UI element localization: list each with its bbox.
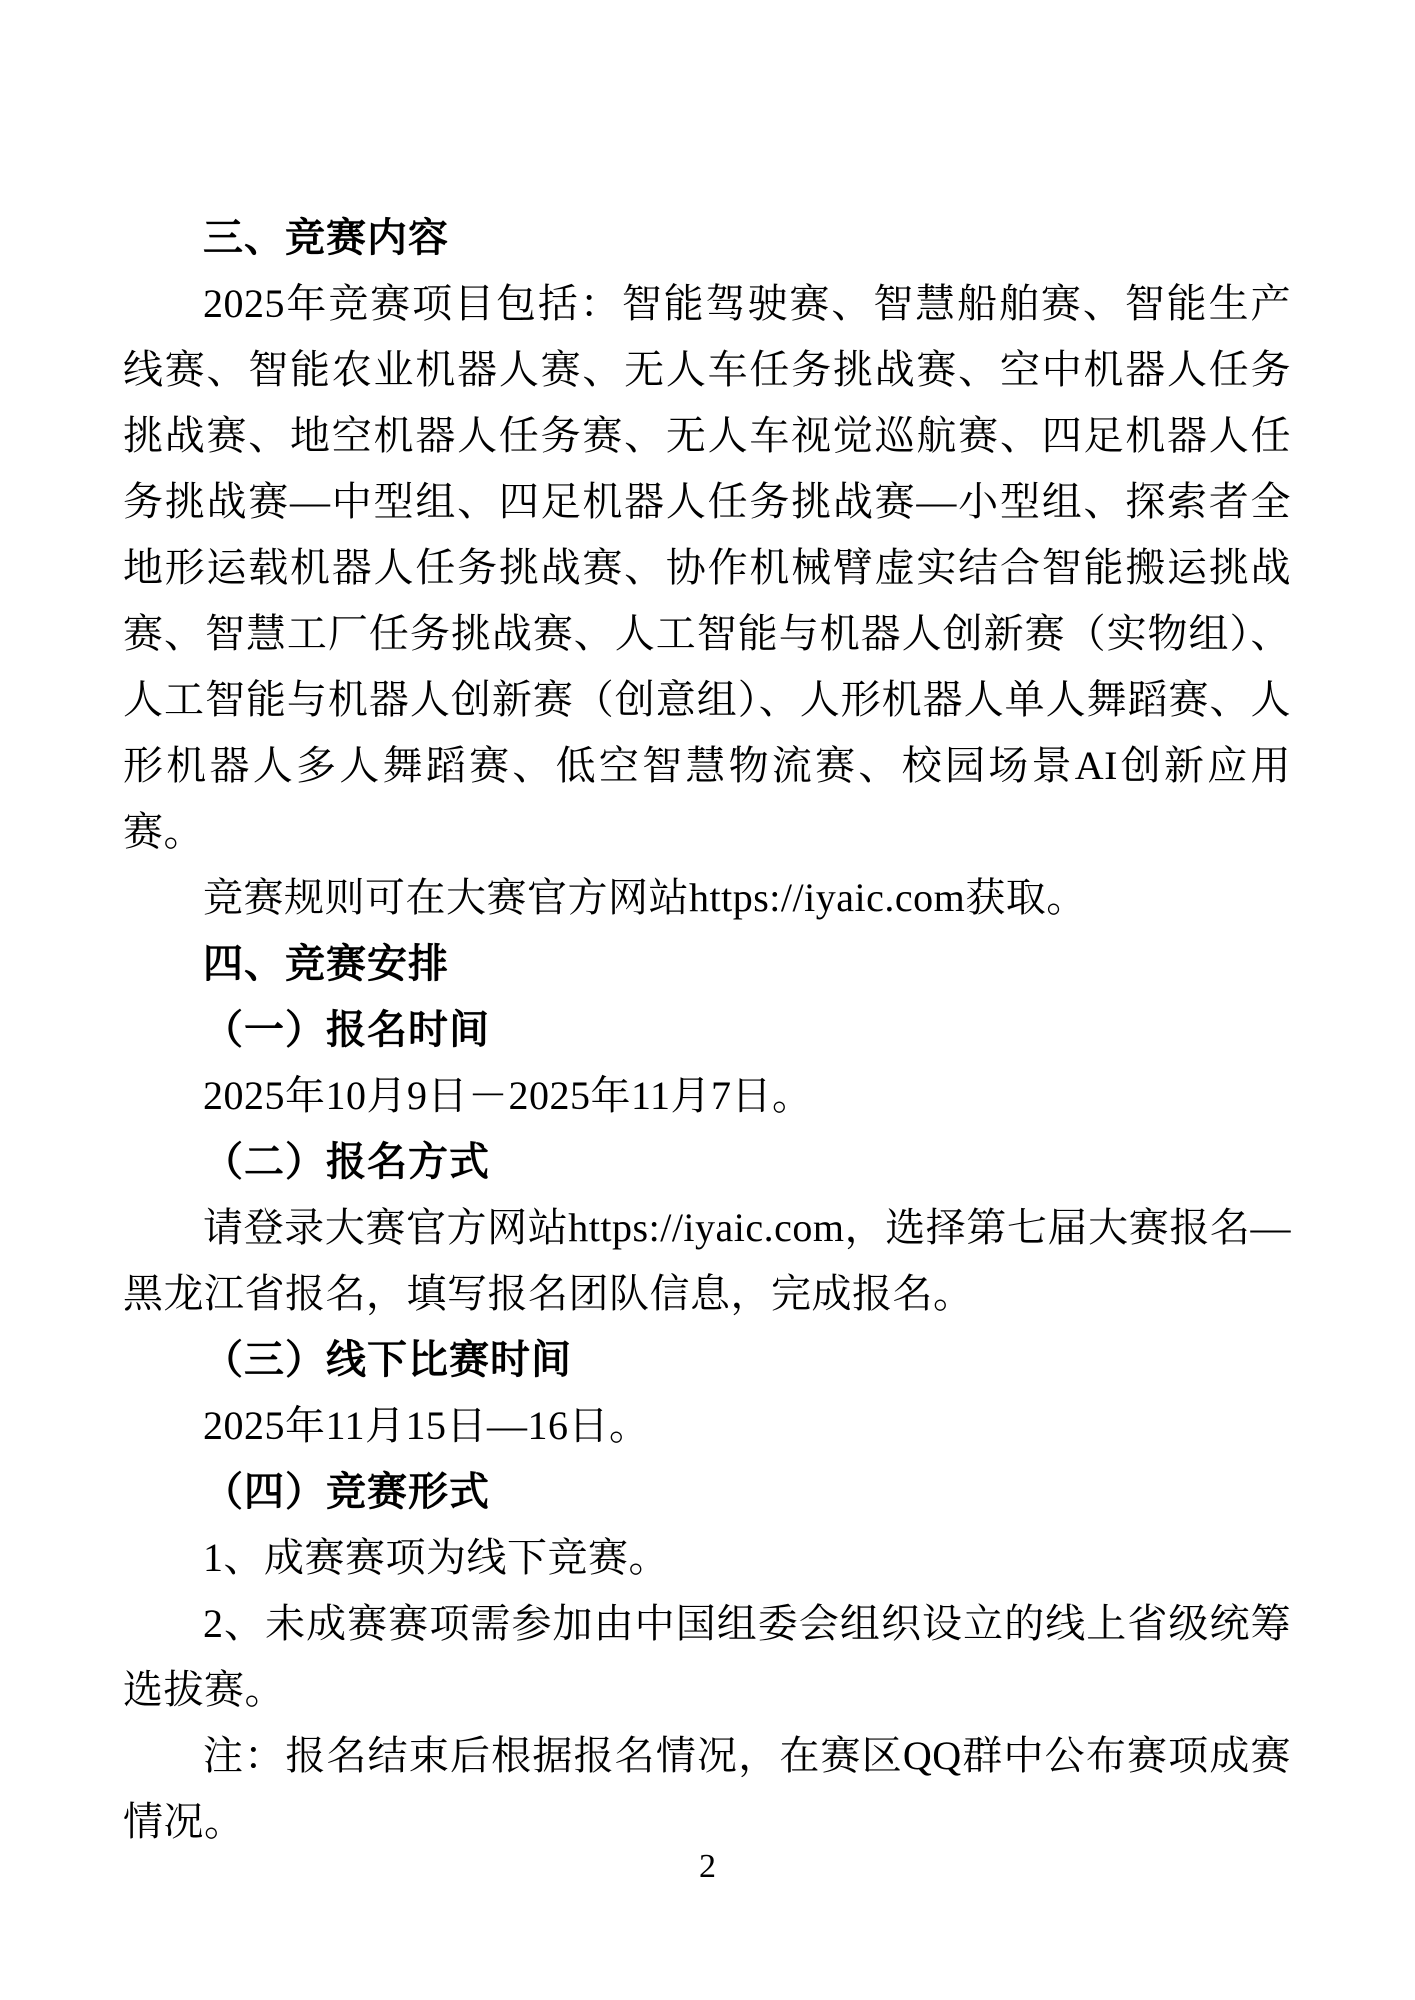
subheading-competition-format: （四）竞赛形式	[203, 1469, 490, 1514]
subheading-registration-method: （二）报名方式	[203, 1139, 490, 1184]
paragraph-format-item-2: 2、未成赛赛项需参加由中国组委会组织设立的线上省级统筹选拔赛。	[123, 1601, 1291, 1712]
paragraph-competition-rules-website: 竞赛规则可在大赛官方网站https://iyaic.com获取。	[203, 875, 1087, 920]
paragraph-offline-competition-dates: 2025年11月15日—16日。	[203, 1403, 650, 1448]
document-body	[123, 205, 1291, 1855]
paragraph-format-item-1: 1、成赛赛项为线下竞赛。	[203, 1535, 669, 1580]
subheading-offline-competition-time: （三）线下比赛时间	[203, 1337, 572, 1382]
section-heading-competition-schedule: 四、竞赛安排	[203, 942, 449, 986]
paragraph-registration-dates: 2025年10月9日－2025年11月7日。	[203, 1073, 813, 1118]
paragraph-competition-projects: 2025年竞赛项目包括：智能驾驶赛、智慧船舶赛、智能生产线赛、智能农业机器人赛、无人车任务挑战赛、空中机器人任务挑战赛、地空机器人任务赛、无人车视觉巡航赛、四足机器人任务挑战赛—中型组、四足机器人任务挑战赛—小型组、探索者全地形运载机器人任务挑战赛、协作机械臂虚实结合智能搬运挑战赛、智慧工厂任务挑战赛、人工智能与机器人创新赛（实物组）、人工智能与机器人创新赛（创意组）、人形机器人单人舞蹈赛、人形机器人多人舞蹈赛、低空智慧物流赛、校园场景AI创新应用赛。	[123, 281, 1291, 854]
paragraph-format-note: 注：报名结束后根据报名情况，在赛区QQ群中公布赛项成赛情况。	[123, 1733, 1291, 1844]
section-heading-competition-content: 三、竞赛内容	[203, 216, 449, 260]
page-number: 2	[699, 1848, 716, 1885]
paragraph-registration-method: 请登录大赛官方网站https://iyaic.com，选择第七届大赛报名—黑龙江省报名，填写报名团队信息，完成报名。	[123, 1205, 1291, 1316]
subheading-registration-time: （一）报名时间	[203, 1007, 490, 1052]
